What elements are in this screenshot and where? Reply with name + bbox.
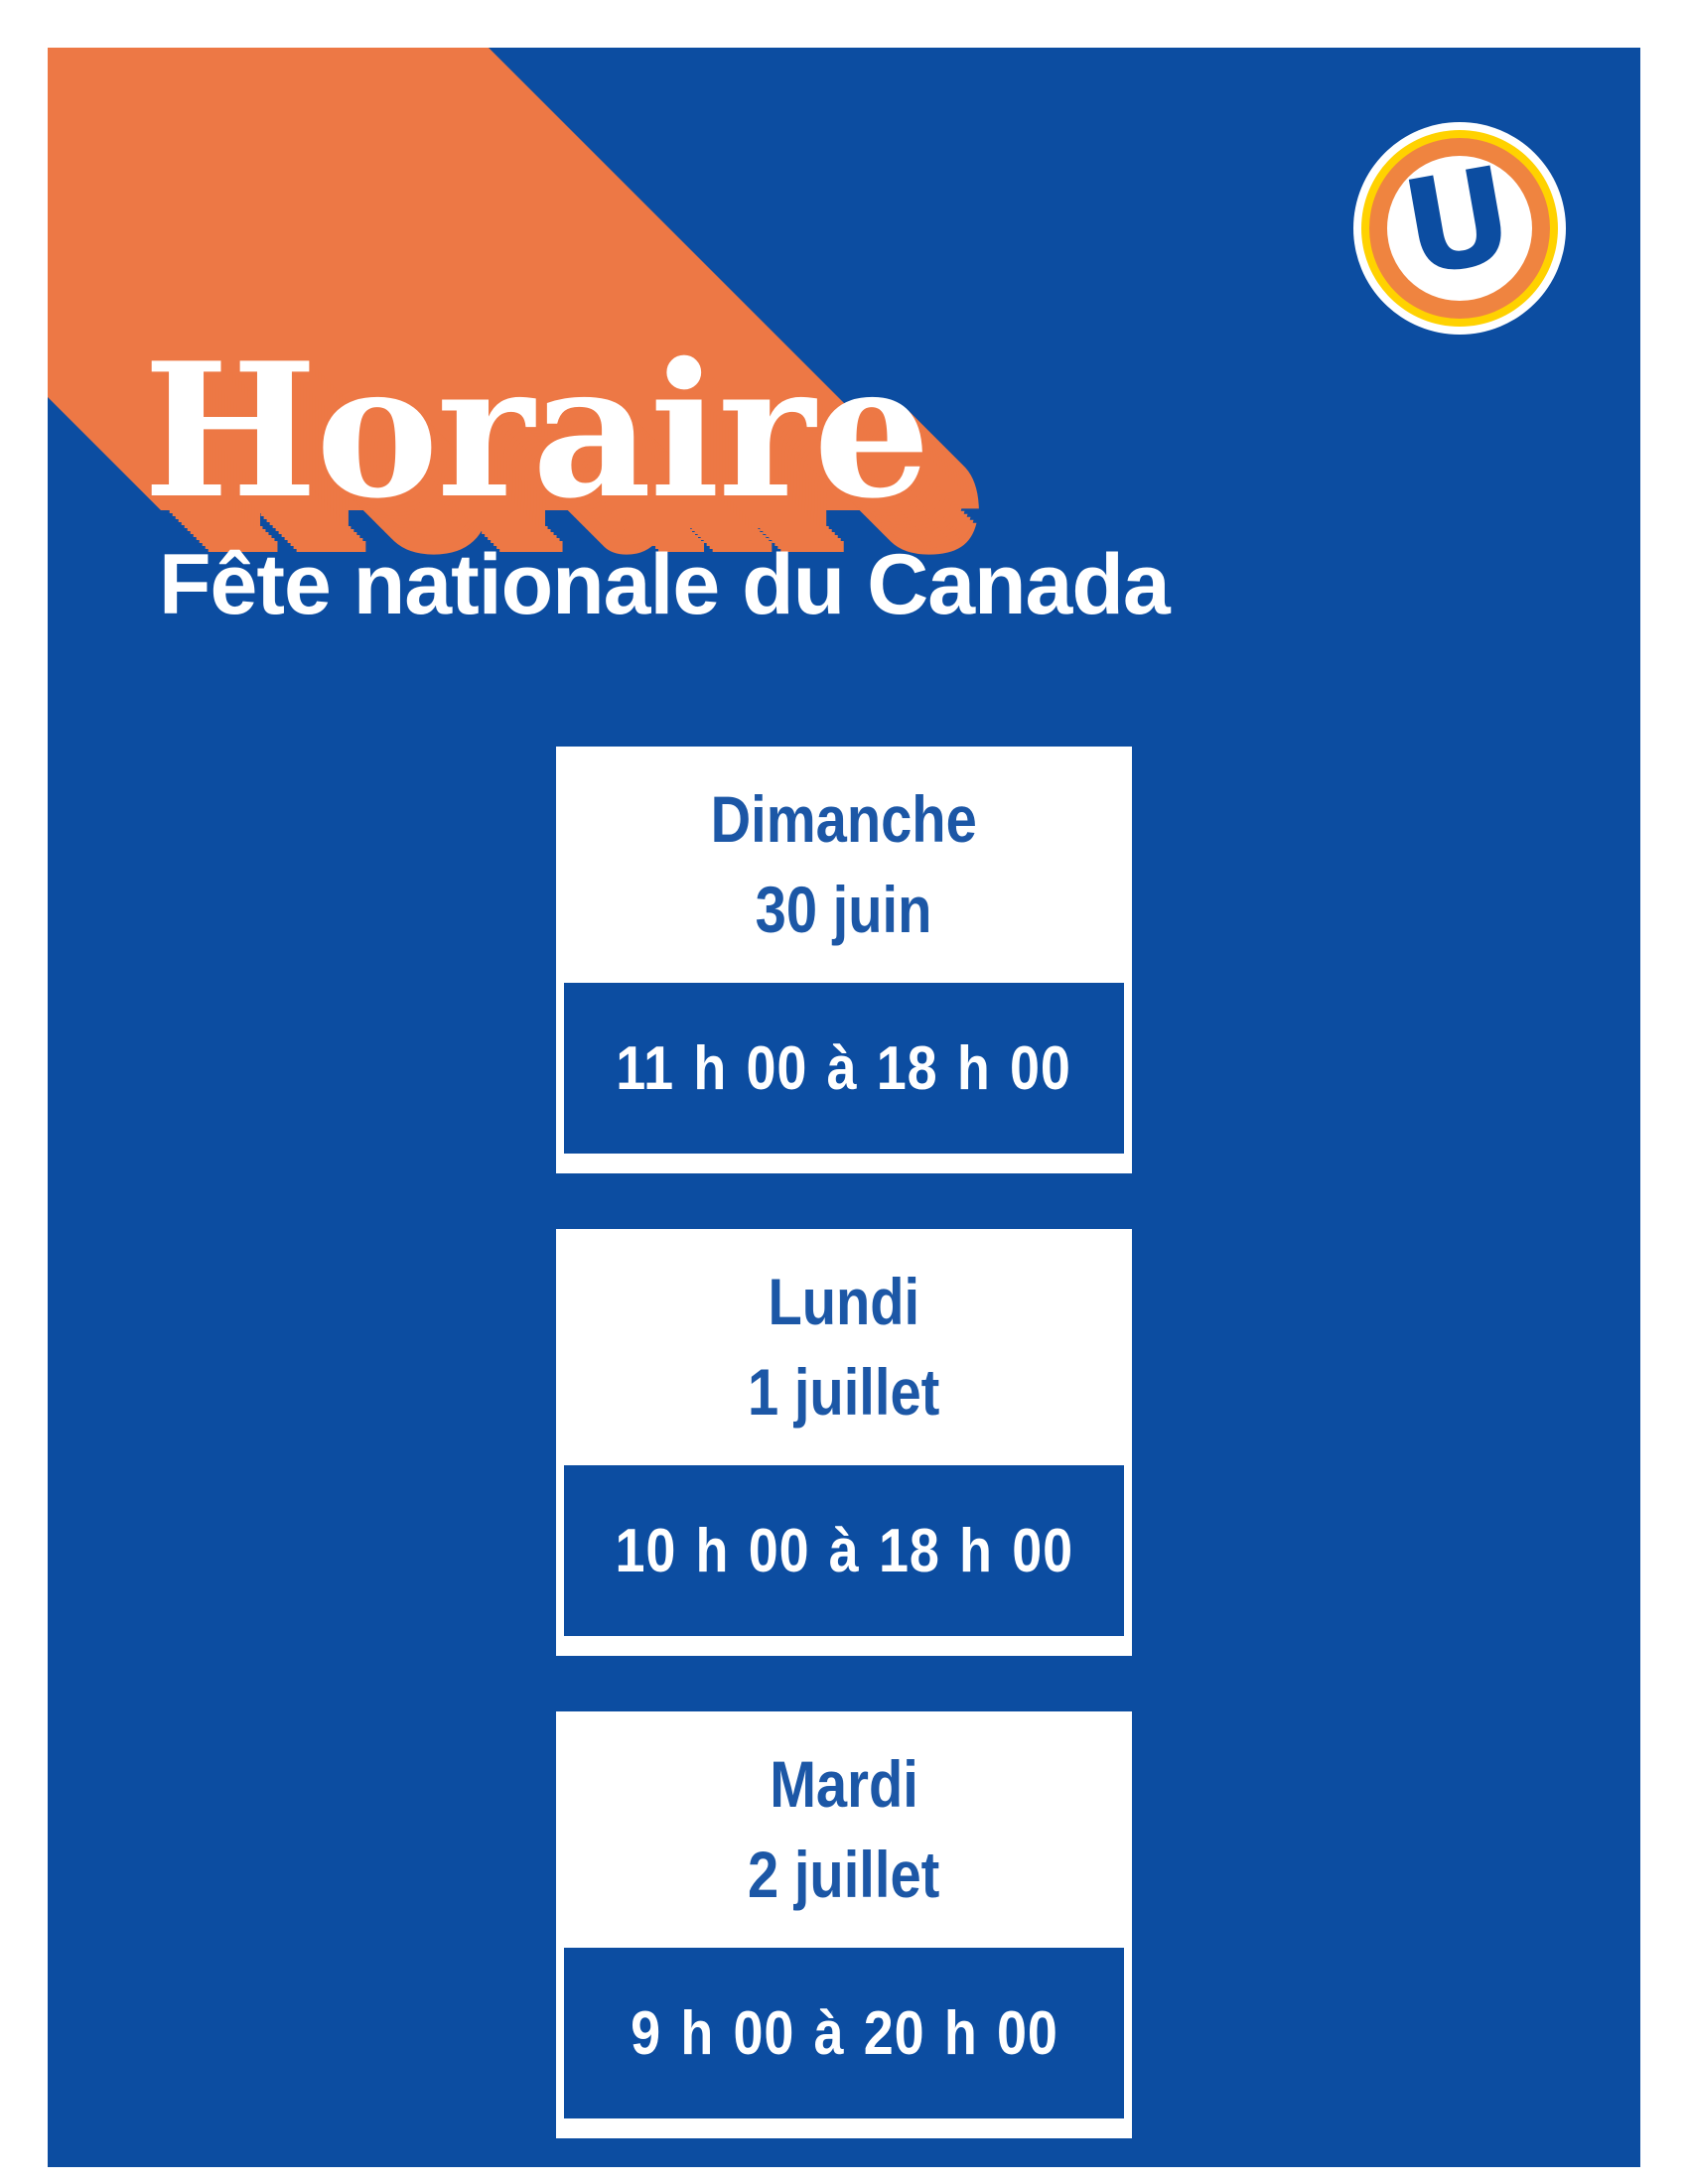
- poster-canvas: [48, 48, 1640, 2167]
- logo-orange-ring: [1369, 138, 1550, 319]
- hours-box: [564, 983, 1124, 1154]
- schedule-card-sunday: [556, 747, 1132, 1173]
- day-header: [556, 1711, 1132, 1948]
- logo-u-letter: U: [1392, 137, 1525, 308]
- schedule-card-tuesday: [556, 1711, 1132, 2138]
- day-date: 1 juillet: [748, 1355, 940, 1429]
- logo-inner-disc: [1387, 137, 1532, 308]
- day-name: Dimanche: [710, 781, 978, 856]
- hours-label: 11 h 00 à 18 h 00: [616, 1033, 1072, 1103]
- hours-label: 9 h 00 à 20 h 00: [630, 1998, 1058, 2068]
- day-header: [556, 1229, 1132, 1465]
- uniprix-logo: [1353, 122, 1566, 335]
- day-name: Lundi: [768, 1264, 920, 1338]
- day-date: 30 juin: [756, 873, 932, 946]
- schedule-card-monday: [556, 1229, 1132, 1656]
- day-date: 2 juillet: [748, 1838, 940, 1911]
- hours-box: [564, 1948, 1124, 2118]
- hours-box: [564, 1465, 1124, 1636]
- page-title: Horaire: [143, 322, 929, 539]
- day-header: [556, 747, 1132, 983]
- hours-label: 10 h 00 à 18 h 00: [615, 1516, 1073, 1585]
- logo-yellow-ring: [1361, 130, 1558, 327]
- day-name: Mardi: [770, 1746, 918, 1821]
- page-subtitle: Fête nationale du Canada: [159, 537, 1170, 632]
